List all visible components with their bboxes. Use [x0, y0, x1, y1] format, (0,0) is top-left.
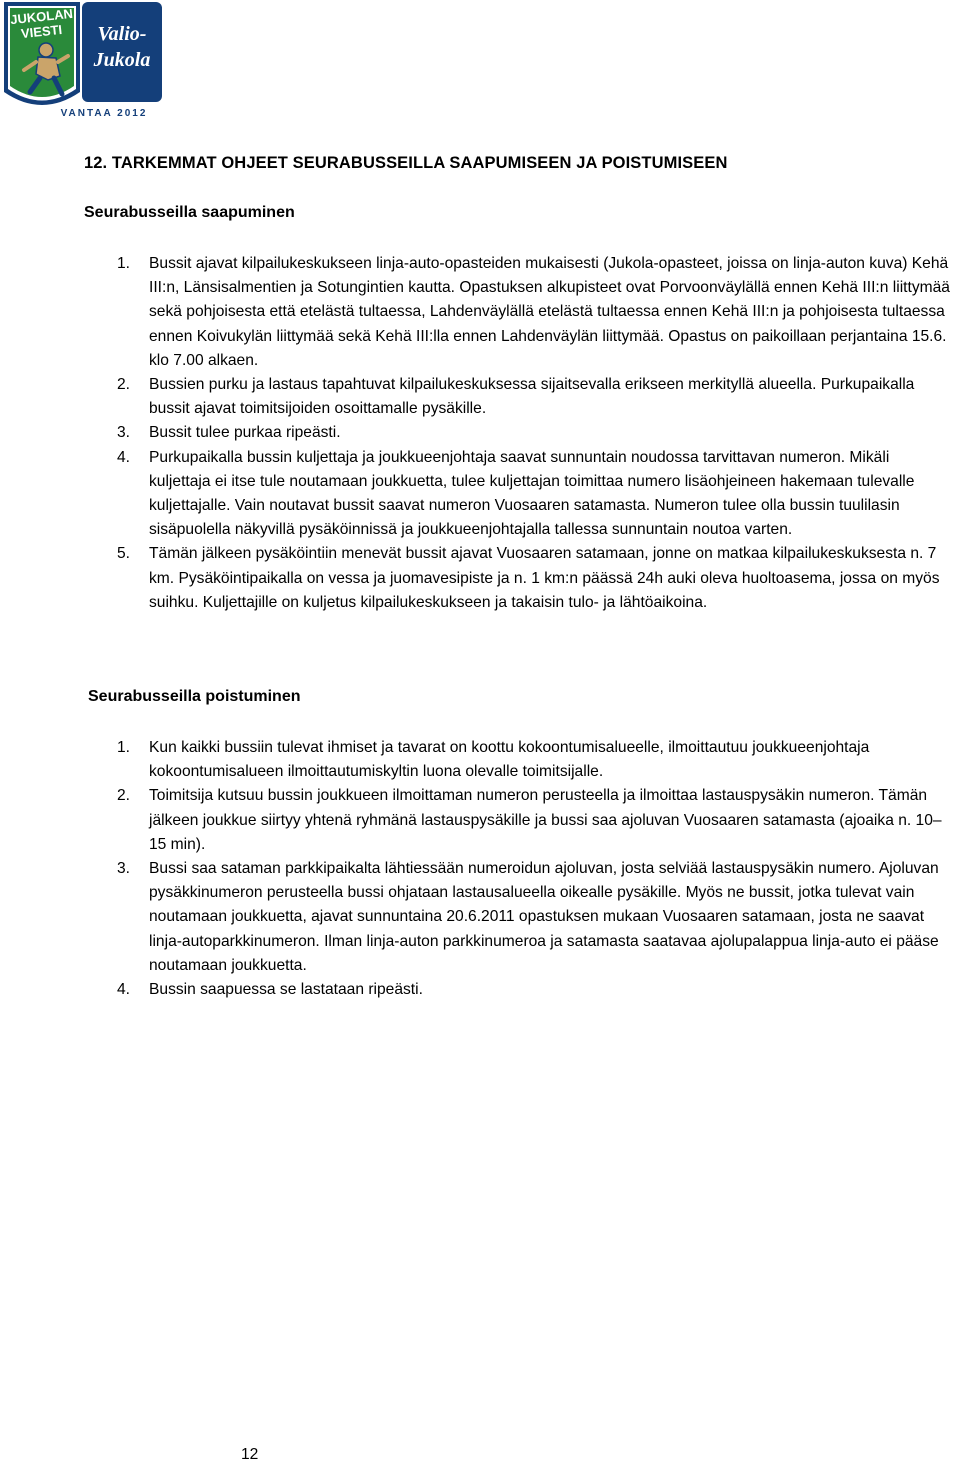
item-number: 4.: [117, 981, 131, 999]
list-item: [0, 373, 950, 421]
arrival-section-title: Seurabusseilla saapuminen: [84, 204, 295, 221]
item-text: Bussin saapuessa se lastataan ripeästi.: [149, 981, 423, 999]
item-number: 1.: [117, 255, 131, 272]
list-item: [0, 252, 950, 373]
list-item: [0, 446, 950, 543]
departure-section-title: Seurabusseilla poistuminen: [88, 688, 301, 705]
logo-script-line1: Valio-: [97, 23, 147, 45]
list-item: [0, 857, 950, 978]
item-text: Bussi saa sataman parkkipaikalta lähtiessään numeroidun ajoluvan, josta selviää lastauspysäkin numero. Ajoluvan pysäkkinumeron perusteella bussi ohjataan lastausalueella oikealle pysäkille. Myös ne bussit, jotka tulevat vain noutamaan joukkuetta, ajavat sunnuntaina 20.6.2011 opastuksen mukaan Vuosaaren satamaan, josta ne saavat linja-autoparkkinumeron. Ilman linja-auton parkkinumeroa ja satamasta saatavaa ajolupalappua linja-auto ei pääse noutamaan joukkuetta.: [149, 860, 939, 974]
logo-location: VANTAA 2012: [60, 108, 148, 119]
list-item: [0, 978, 950, 1002]
item-text: Kun kaikki bussiin tulevat ihmiset ja tavarat on koottu kokoontumisalueelle, ilmoittautuu joukkueenjohtaja kokoontumisalueen ilmoittautumiskyltin luona olevalle toimitsijalle.: [149, 739, 870, 781]
logo-banner-line2: VIESTI: [20, 21, 63, 42]
page-title: 12. TARKEMMAT OHJEET SEURABUSSEILLA SAAPUMISEEN JA POISTUMISEEN: [84, 154, 728, 172]
item-number: 4.: [117, 448, 131, 466]
runner-head-icon: [39, 43, 53, 57]
logo-banner-line1: JUKOLAN: [9, 5, 74, 28]
item-text: Purkupaikalla bussin kuljettaja ja joukkueenjohtaja saavat sunnuntain noudossa tarvittavan numeron. Mikäli kuljettaja ei itse tule noutamaan joukkuetta, tulee kuljettajan toimittaa numero lisäohjeineen hakemaan tulevalle kuljettajalle. Vain noutavat bussit saavat numeron Vuosaaren satamasta. Numeron tulee olla bussin tuulilasin sisäpuolella näkyvillä pysäköinnissä ja joukkueenjohtajalla tallessa sunnuntain noutoa varten.: [149, 448, 915, 539]
list-item: [0, 421, 950, 445]
jukolan-viesti-logo: [0, 0, 166, 122]
item-number: 5.: [117, 545, 131, 563]
item-number: 3.: [117, 424, 131, 442]
item-number: 2.: [117, 787, 131, 805]
arrival-steps-list: [0, 252, 950, 615]
item-number: 2.: [117, 376, 131, 394]
list-item: [0, 784, 950, 857]
item-number: 1.: [117, 739, 131, 756]
item-text: Toimitsija kutsuu bussin joukkueen ilmoittaman numeron perusteella ja ilmoittaa lastauspysäkin numeron. Tämän jälkeen joukkue siirtyy yhtenä ryhmänä lastauspysäkille ja bussi saa ajoluvan Vuosaaren satamasta (ajoaika n. 10–15 min).: [149, 787, 942, 853]
list-item: [0, 736, 950, 784]
page-number: 12: [241, 1446, 259, 1463]
departure-steps-list: [0, 736, 950, 1002]
item-number: 3.: [117, 860, 131, 878]
item-text: Bussit ajavat kilpailukeskukseen linja-auto-opasteiden mukaisesti (Jukola-opasteet, joissa on linja-auton kuva) Kehä III:n, Länsisalmentien ja Sotungintien kautta. Opastuksen alkupisteet ovat Porvoonväylällä ennen Kehä III:n liittymää sekä pohjoisesta että etelästä tultaessa, Lahdenväylällä etelästä tultaessa ennen Kehä III:n ja pohjoisesta tultaessa ennen Koivukylän liittymää sekä Kehä III:lla ennen Lahdenväylän liittymää. Opastus on paikoillaan perjantaina 15.6. klo 7.00 alkaen.: [149, 255, 950, 369]
item-text: Tämän jälkeen pysäköintiin menevät bussit ajavat Vuosaaren satamaan, jonne on matkaa kilpailukeskuksesta n. 7 km. Pysäköintipaikalla on vessa ja juomavesipiste ja n. 1 km:n päässä 24h auki oleva huoltoasema, jossa on myös suihku. Kuljettajille on kuljetus kilpailukeskukseen ja takaisin tulo- ja lähtöaikoina.: [149, 545, 940, 611]
item-text: Bussit tulee purkaa ripeästi.: [149, 424, 341, 442]
list-item: [0, 542, 950, 615]
logo-script-line2: Jukola: [93, 49, 151, 71]
item-text: Bussien purku ja lastaus tapahtuvat kilpailukeskuksessa sijaitsevalla erikseen merkityllä alueella. Purkupaikalla bussit ajavat toimitsijoiden osoittamalle pysäkille.: [149, 376, 915, 418]
